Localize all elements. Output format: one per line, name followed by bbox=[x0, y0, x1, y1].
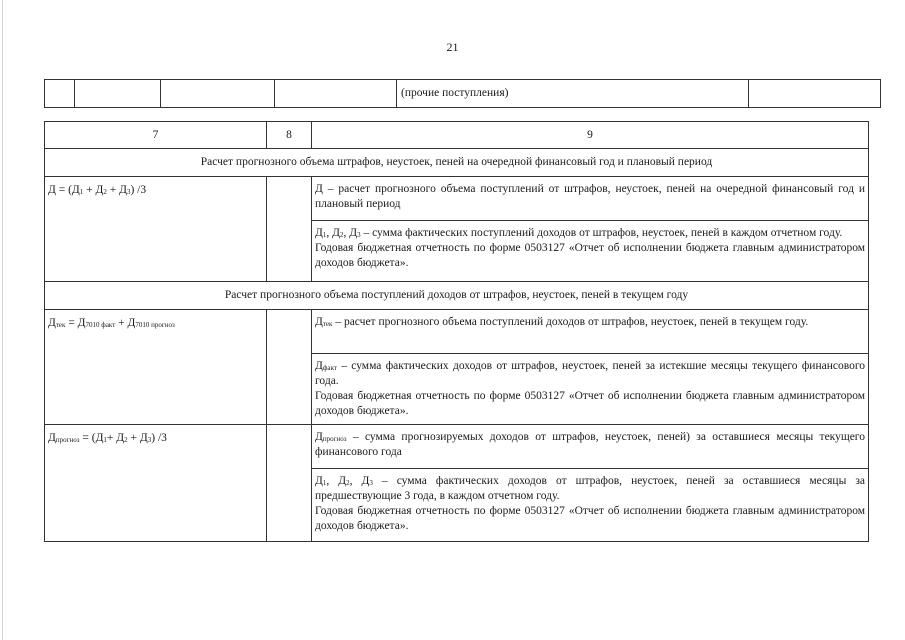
column-9-header: 9 bbox=[312, 122, 869, 149]
page-edge-line bbox=[2, 0, 3, 640]
table-cell bbox=[75, 80, 161, 108]
table-cell bbox=[275, 80, 397, 108]
column-7-header: 7 bbox=[45, 122, 267, 149]
column-number-row bbox=[45, 122, 869, 149]
empty-cell bbox=[267, 310, 312, 425]
table-cell bbox=[45, 80, 75, 108]
section-title: Расчет прогнозного объема штрафов, неустоек, пеней на очередной финансовый год и плановый период bbox=[45, 149, 869, 177]
description-cell: $Д_{прогноз}$ – сумма прогнозируемых доходов от штрафов, неустоек, пеней) за оставшиеся месяцы текущего финансового года bbox=[312, 424, 869, 468]
description-cell: $Д_1$, $Д_2$, $Д_3$ – сумма фактических поступлений доходов от штрафов, неустоек, пеней в каждом отчетном году. Годовая бюджетная отчетность по форме 0503127 «Отчет об исполнении бюджета главным администратором доходов бюджета». bbox=[312, 221, 869, 282]
formula-row bbox=[45, 177, 869, 221]
continuation-table bbox=[44, 79, 881, 108]
formula-row bbox=[45, 310, 869, 354]
formula-cell: $Д = (Д_1 + Д_2 + Д_3)$ /3 bbox=[45, 177, 267, 282]
column-8-header: 8 bbox=[267, 122, 312, 149]
other-receipts-cell: (прочие поступления) bbox=[397, 80, 749, 108]
empty-cell bbox=[267, 424, 312, 541]
page-number: 21 bbox=[446, 40, 459, 54]
section-title-row bbox=[45, 282, 869, 310]
empty-cell bbox=[267, 177, 312, 282]
table-cell bbox=[749, 80, 881, 108]
description-cell: $Д_1$, $Д_2$, $Д_3$ – сумма фактических доходов от штрафов, неустоек, пеней за оставшиеся месяцы за предшествующие 3 года, в каждом отчетном году. Годовая бюджетная отчетность по форме 0503127 «Отчет об исполнении бюджета главным администратором доходов бюджета». bbox=[312, 468, 869, 541]
calculation-table bbox=[44, 121, 869, 542]
section-title-row bbox=[45, 149, 869, 177]
section-title: Расчет прогнозного объема поступлений доходов от штрафов, неустоек, пеней в текущем году bbox=[45, 282, 869, 310]
description-cell: Д – расчет прогнозного объема поступлений от штрафов, неустоек, пеней на очередной финансовый год и плановый период bbox=[312, 177, 869, 221]
description-cell: $Д_{факт}$ – сумма фактических доходов от штрафов, неустоек, пеней за истекшие месяцы текущего финансового года. Годовая бюджетная отчетность по форме 0503127 «Отчет об исполнении бюджета главным администратором доходов бюджета». bbox=[312, 354, 869, 425]
formula-cell: $Д_{прогноз} = (Д_1+ Д_2 + Д_3)$ /3 bbox=[45, 424, 267, 541]
table-cell bbox=[161, 80, 275, 108]
formula-row bbox=[45, 424, 869, 468]
continuation-row bbox=[45, 80, 881, 108]
formula-cell: $Д_{тек} = Д_{7010 факт} + Д_{7010 прогноз}$ bbox=[45, 310, 267, 425]
description-cell: $Д_{тек}$ – расчет прогнозного объема поступлений доходов от штрафов, неустоек, пеней в текущем году. bbox=[312, 310, 869, 354]
